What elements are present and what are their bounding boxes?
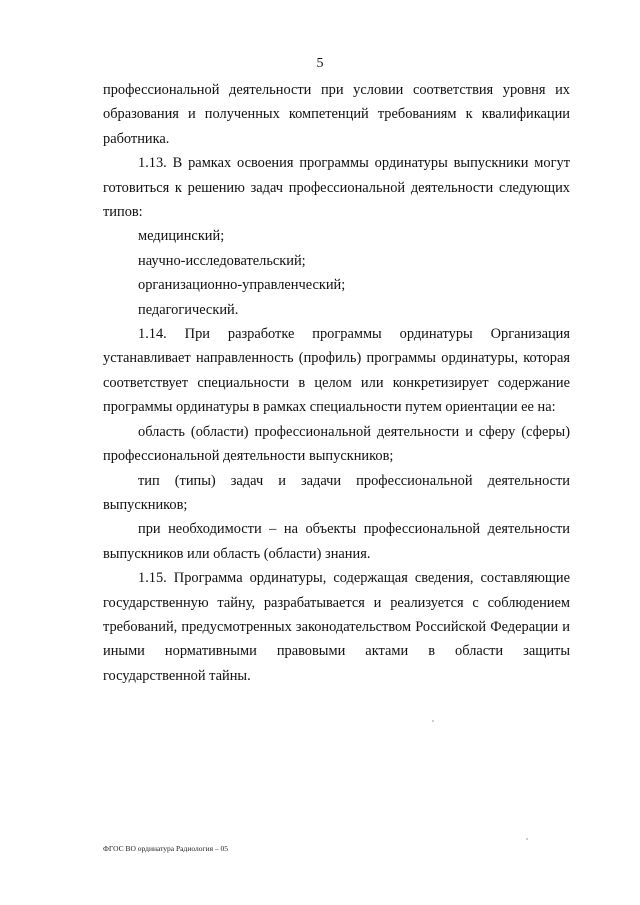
list-item-research: научно-исследовательский; (138, 252, 306, 269)
list-item-pedagogical: педагогический. (138, 301, 239, 318)
scan-speck (526, 838, 528, 840)
list-item-management: организационно-управленческий; (138, 277, 346, 294)
document-body (103, 78, 570, 688)
paragraph-1-14: 1.14. При разработке программы ординатуры Организация устанавливает направленность (профиль) программы ординатуры, которая соответствует специальности в целом или конкретизирует содержание программы ординатуры в рамках специальности путем ориентации ее на: (103, 326, 570, 416)
paragraph-continuation: профессиональной деятельности при условии соответствия уровня их образования и полученных компетенций требованиям к квалификации работника. (103, 82, 570, 147)
scan-speck (432, 720, 434, 722)
list-item-medical: медицинский; (138, 228, 225, 245)
paragraph-focus-area: область (области) профессиональной деятельности и сферу (сферы) профессиональной деятельности выпускников; (103, 423, 570, 465)
paragraph-focus-objects: при необходимости – на объекты профессиональной деятельности выпускников или область (области) знания. (103, 521, 570, 562)
paragraph-1-13: 1.13. В рамках освоения программы ординатуры выпускники могут готовиться к решению задач профессиональной деятельности следующих типов: (103, 155, 570, 221)
paragraph-focus-tasks: тип (типы) задач и задачи профессиональной деятельности выпускников; (103, 472, 570, 513)
paragraph-1-15: 1.15. Программа ординатуры, содержащая сведения, составляющие государственную тайну, разрабатывается и реализуется с соблюдением требований, предусмотренных законодательством Российской Федерации и иными нормативными правовыми актами в области защиты государственной тайны. (103, 570, 570, 684)
page-number: 5 (316, 56, 324, 71)
document-footer: ФГОС ВО ординатура Радиология – 05 (103, 844, 229, 853)
